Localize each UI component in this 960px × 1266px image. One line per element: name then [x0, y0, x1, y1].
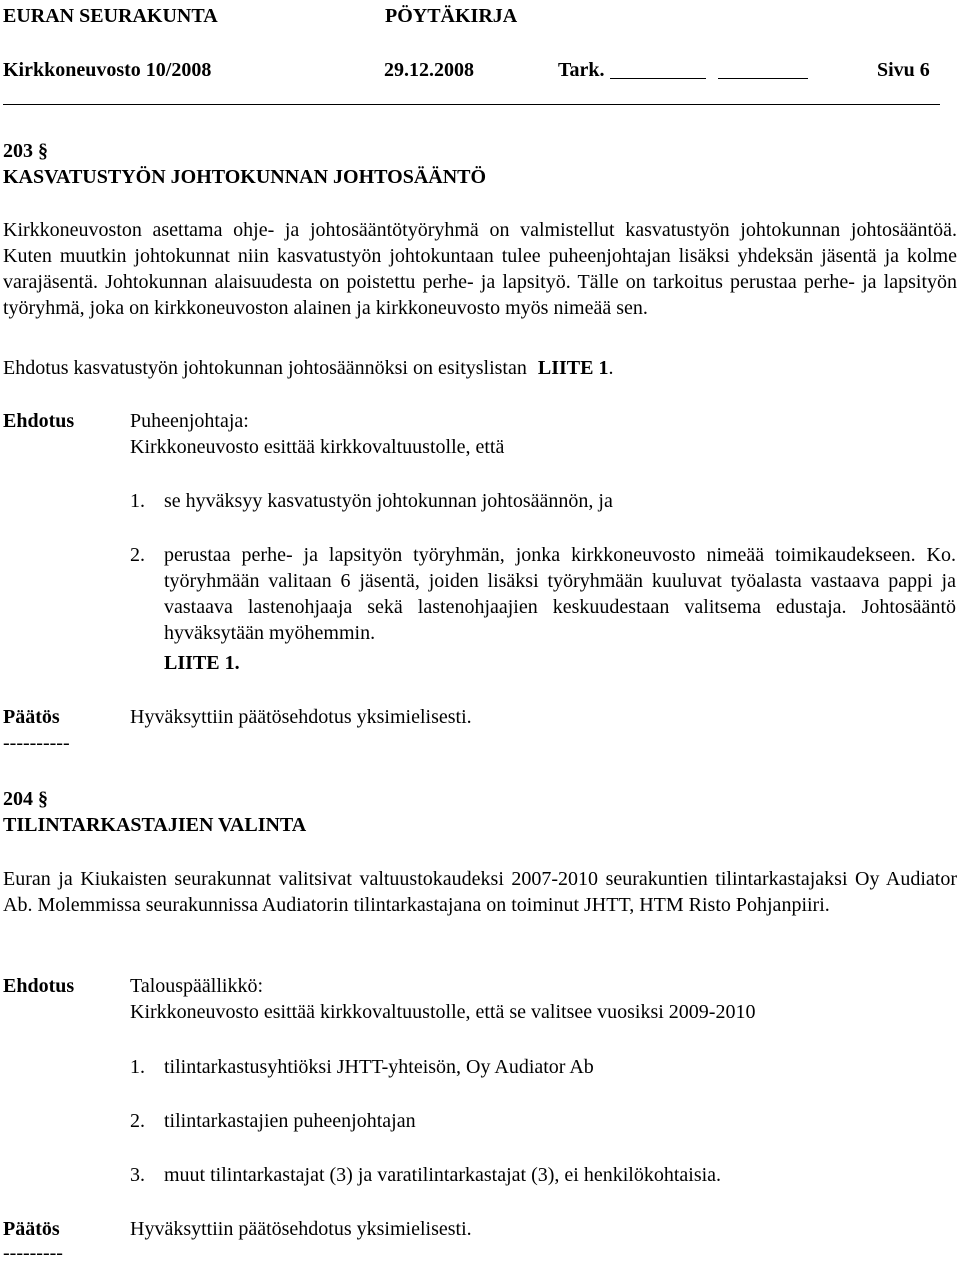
proposal-intro: Kirkkoneuvosto esittää kirkkovaltuustolle, että se valitsee vuosiksi 2009-2010 — [130, 1001, 756, 1023]
list-item-number: 2. — [130, 544, 145, 566]
page-number: Sivu 6 — [877, 59, 930, 81]
separator: --------- — [3, 1242, 63, 1264]
list-item-text: perustaa perhe- ja lapsityön työryhmän, jonka kirkkoneuvosto nimeää toimikaudekseen. Ko. työryhmään valitaan 6 jäsentä, joiden lisäksi työryhmään kuuluvat työalasta vastaava pappi ja vastaava lastenohjaaja sekä lastenohjaajien keskuudestaan valitsema edustaja. Johtosääntö hyväksytään myöhemmin. — [164, 544, 956, 644]
list-item-text: tilintarkastusyhtiöksi JHTT-yhteisön, Oy Audiator Ab — [164, 1056, 594, 1078]
check-signature-line-1 — [610, 78, 706, 79]
section-sign: § — [38, 788, 48, 810]
proposal-intro: Kirkkoneuvosto esittää kirkkovaltuustolle, että — [130, 436, 505, 458]
section-204-title: TILINTARKASTAJIEN VALINTA — [3, 814, 307, 836]
meeting-name: Kirkkoneuvosto 10/2008 — [3, 59, 212, 81]
meeting-date: 29.12.2008 — [384, 59, 474, 81]
section-sign: § — [38, 140, 48, 162]
section-number: 204 — [3, 788, 33, 810]
list-item-number: 2. — [130, 1110, 145, 1132]
section-203-heading — [3, 138, 48, 164]
decision-text: Hyväksyttiin päätösehdotus yksimielisesti. — [130, 1218, 472, 1240]
list-item-text: se hyväksyy kasvatustyön johtokunnan johtosäännön, ja — [164, 490, 613, 512]
list-item-number: 1. — [130, 490, 145, 512]
check-signature-line-2 — [718, 78, 808, 79]
section-203-title: KASVATUSTYÖN JOHTOKUNNAN JOHTOSÄÄNTÖ — [3, 166, 487, 188]
proposal-label: Ehdotus — [3, 975, 75, 997]
header-rule — [3, 104, 940, 105]
proposal-period: . — [608, 357, 614, 379]
list-item-attachment: LIITE 1. — [164, 652, 240, 674]
section-number: 203 — [3, 140, 33, 162]
section-204-body: Euran ja Kiukaisten seurakunnat valitsivat valtuustokaudeksi 2007-2010 seurakuntien tilintarkastajaksi Oy Audiator Ab. Molemmissa seurakunnissa Audiatorin tilintarkastajana on toiminut JHTT, HTM Risto Pohjanpiiri. — [3, 868, 957, 916]
proposer: Talouspäällikkö: — [130, 975, 264, 997]
list-item-number: 1. — [130, 1056, 145, 1078]
proposal-label: Ehdotus — [3, 410, 75, 432]
list-item-text: muut tilintarkastajat (3) ja varatilintarkastajat (3), ei henkilökohtaisia. — [164, 1164, 722, 1186]
decision-label: Päätös — [3, 706, 60, 728]
org-name: EURAN SEURAKUNTA — [3, 5, 218, 27]
decision-label: Päätös — [3, 1218, 60, 1240]
checked-label: Tark. — [558, 59, 605, 81]
separator: ---------- — [3, 732, 70, 754]
section-204-heading — [3, 786, 48, 812]
section-203-proposal-line — [3, 355, 613, 381]
section-203-body: Kirkkoneuvoston asettama ohje- ja johtosääntötyöryhmä on valmistellut kasvatustyön johtokunnan johtosääntöä. Kuten muutkin johtokunnat niin kasvatustyön johtokuntaan tulee puheenjohtajan lisäksi yhdeksän jäsentä ja kolme varajäsentä. Johtokunnan alaisuudesta on poistettu perhe- ja lapsityö. Tälle on tarkoitus perustaa perhe- ja lapsityön työryhmä, joka on kirkkoneuvoston alainen ja kirkkoneuvosto myös nimeää sen. — [3, 219, 957, 319]
proposal-attachment: LIITE 1 — [537, 357, 609, 379]
proposer: Puheenjohtaja: — [130, 410, 249, 432]
decision-text: Hyväksyttiin päätösehdotus yksimielisesti. — [130, 706, 472, 728]
list-item-text: tilintarkastajien puheenjohtajan — [164, 1110, 416, 1132]
proposal-text: Ehdotus kasvatustyön johtokunnan johtosäännöksi on esityslistan — [3, 357, 527, 379]
doc-type: PÖYTÄKIRJA — [385, 5, 518, 27]
list-item-number: 3. — [130, 1164, 145, 1186]
